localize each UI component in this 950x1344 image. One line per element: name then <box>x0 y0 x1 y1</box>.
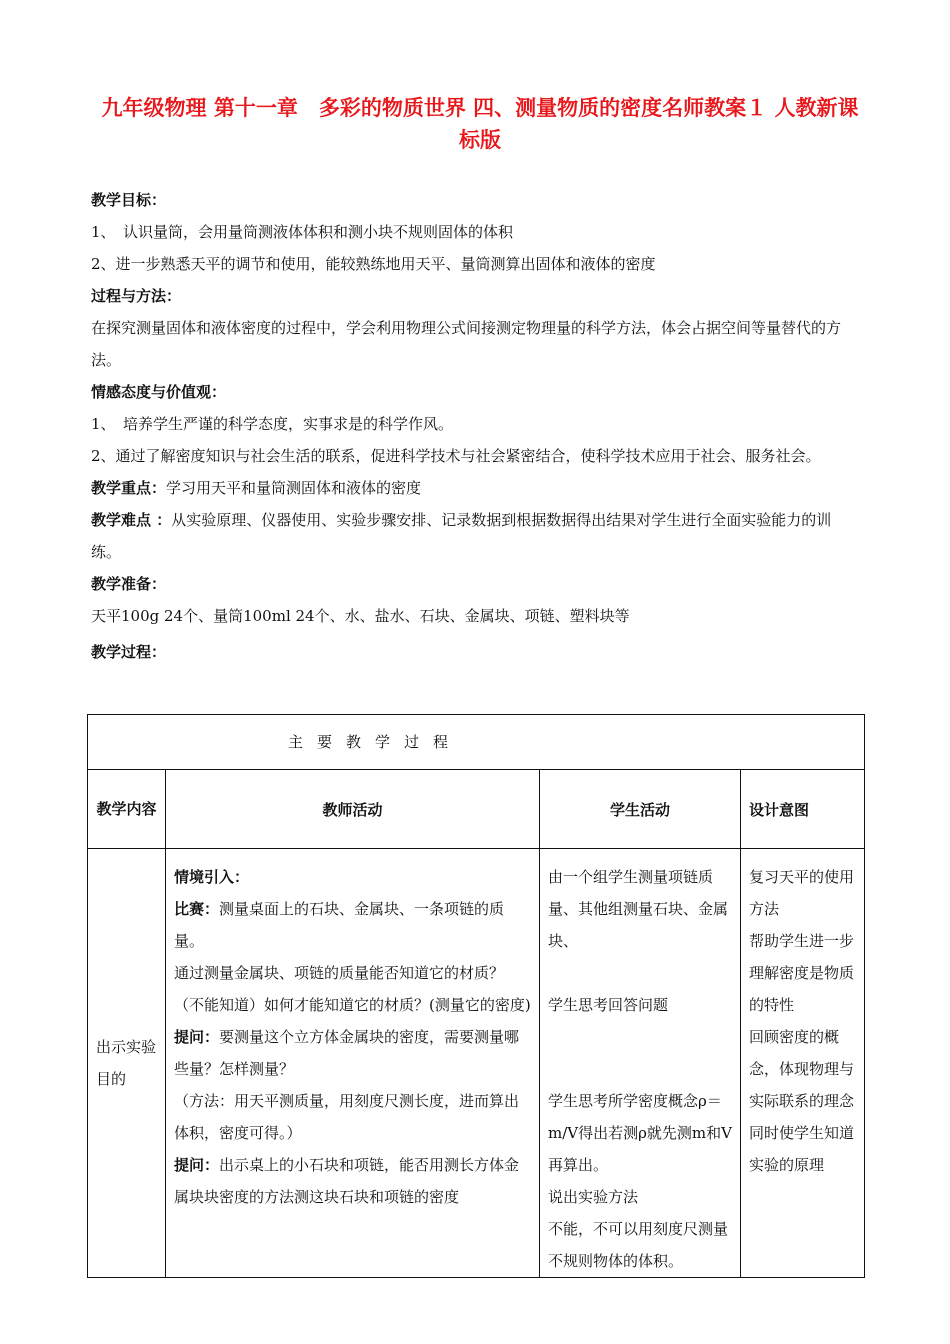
attitude-item: 2、通过了解密度知识与社会生活的联系，促进科学技术与社会紧密结合，使科学技术应用于社会、服务社会。 <box>91 447 821 465</box>
method-text: （方法：用天平测质量，用刻度尺测长度，进而算出体积，密度可得。） <box>174 1092 520 1142</box>
lesson-table <box>87 714 865 1278</box>
intent-item: 回顾密度的概念，体现物理与实际联系的理念 <box>749 1028 855 1110</box>
contest-label: 比赛： <box>174 900 220 918</box>
difficulty-text: 从实验原理、仪器使用、实验步骤安排、记录数据到根据数据得出结果对学生进行全面实验能力的训练。 <box>91 511 832 561</box>
key-point-text: 学习用天平和量筒测固体和液体的密度 <box>166 479 422 497</box>
intent-item: 同时使学生知道实验的原理 <box>749 1124 855 1174</box>
process-method-text: 在探究测量固体和液体密度的过程中，学会利用物理公式间接测定物理量的科学方法，体会占据空间等量替代的方法。 <box>91 319 842 369</box>
page-title: 九年级物理 第十一章 多彩的物质世界 四、测量物质的密度名师教案１ 人教新课标版 <box>101 96 859 152</box>
preparation-heading: 教学准备： <box>91 575 167 593</box>
table-header-row <box>88 770 865 849</box>
student-item: 说出实验方法 <box>548 1188 639 1206</box>
attitude-heading: 情感态度与价值观： <box>91 383 227 401</box>
process-method-heading: 过程与方法： <box>91 287 182 305</box>
question-label: 提问： <box>174 1156 220 1174</box>
table-banner: 主要教学过程 <box>288 733 463 751</box>
student-item: 由一个组学生测量项链质量、其他组测量石块、金属块、 <box>548 868 729 950</box>
intent-item: 帮助学生进一步理解密度是物质的特性 <box>749 932 855 1014</box>
difficulty-label: 教学难点 ： <box>91 511 172 529</box>
difficulty <box>91 504 861 568</box>
key-point-label: 教学重点： <box>91 479 167 497</box>
document-body <box>91 184 861 668</box>
objectives-heading: 教学目标： <box>91 191 167 209</box>
contest-text: 测量桌面上的石块、金属块、一条项链的质量。 <box>174 900 505 950</box>
header-content: 教学内容 <box>88 770 166 849</box>
teacher-question: 通过测量金属块、项链的质量能否知道它的材质？（不能知道）如何才能知道它的材质？(测量它的密度) <box>174 964 531 1014</box>
student-item: 学生思考回答问题 <box>548 996 669 1014</box>
objective-item: 2、进一步熟悉天平的调节和使用，能较熟练地用天平、量筒测算出固体和液体的密度 <box>91 255 656 273</box>
student-item: 学生思考所学密度概念ρ＝m/V得出若测ρ就先测m和V再算出。 <box>548 1092 732 1174</box>
question-label: 提问： <box>174 1028 220 1046</box>
header-student: 学生活动 <box>540 770 741 849</box>
preparation-text: 天平100g 24个、量筒100ml 24个、水、盐水、石块、金属块、项链、塑料块等 <box>91 607 630 625</box>
intent-item: 复习天平的使用方法 <box>749 868 855 918</box>
intro-label: 情境引入： <box>174 868 250 886</box>
student-item: 不能，不可以用刻度尺测量不规则物体的体积。 <box>548 1220 729 1270</box>
header-intent: 设计意图 <box>741 770 865 849</box>
student-activity <box>540 849 741 1278</box>
question-text: 要测量这个立方体金属块的密度，需要测量哪些量？怎样测量？ <box>174 1028 520 1078</box>
header-teacher: 教师活动 <box>166 770 540 849</box>
question-text: 出示桌上的小石块和项链，能否用测长方体金属块块密度的方法测这块石块和项链的密度 <box>174 1156 520 1206</box>
objective-item: 1、 认识量筒，会用量筒测液体体积和测小块不规则固体的体积 <box>91 223 514 241</box>
attitude-item: 1、 培养学生严谨的科学态度，实事求是的科学作风。 <box>91 415 454 433</box>
teacher-activity <box>166 849 540 1278</box>
table-banner-row <box>88 715 865 770</box>
key-point <box>91 472 861 504</box>
design-intent <box>741 849 865 1278</box>
table-row <box>88 849 865 1278</box>
row-content: 出示实验目的 <box>88 849 166 1278</box>
process-heading: 教学过程： <box>91 643 167 661</box>
